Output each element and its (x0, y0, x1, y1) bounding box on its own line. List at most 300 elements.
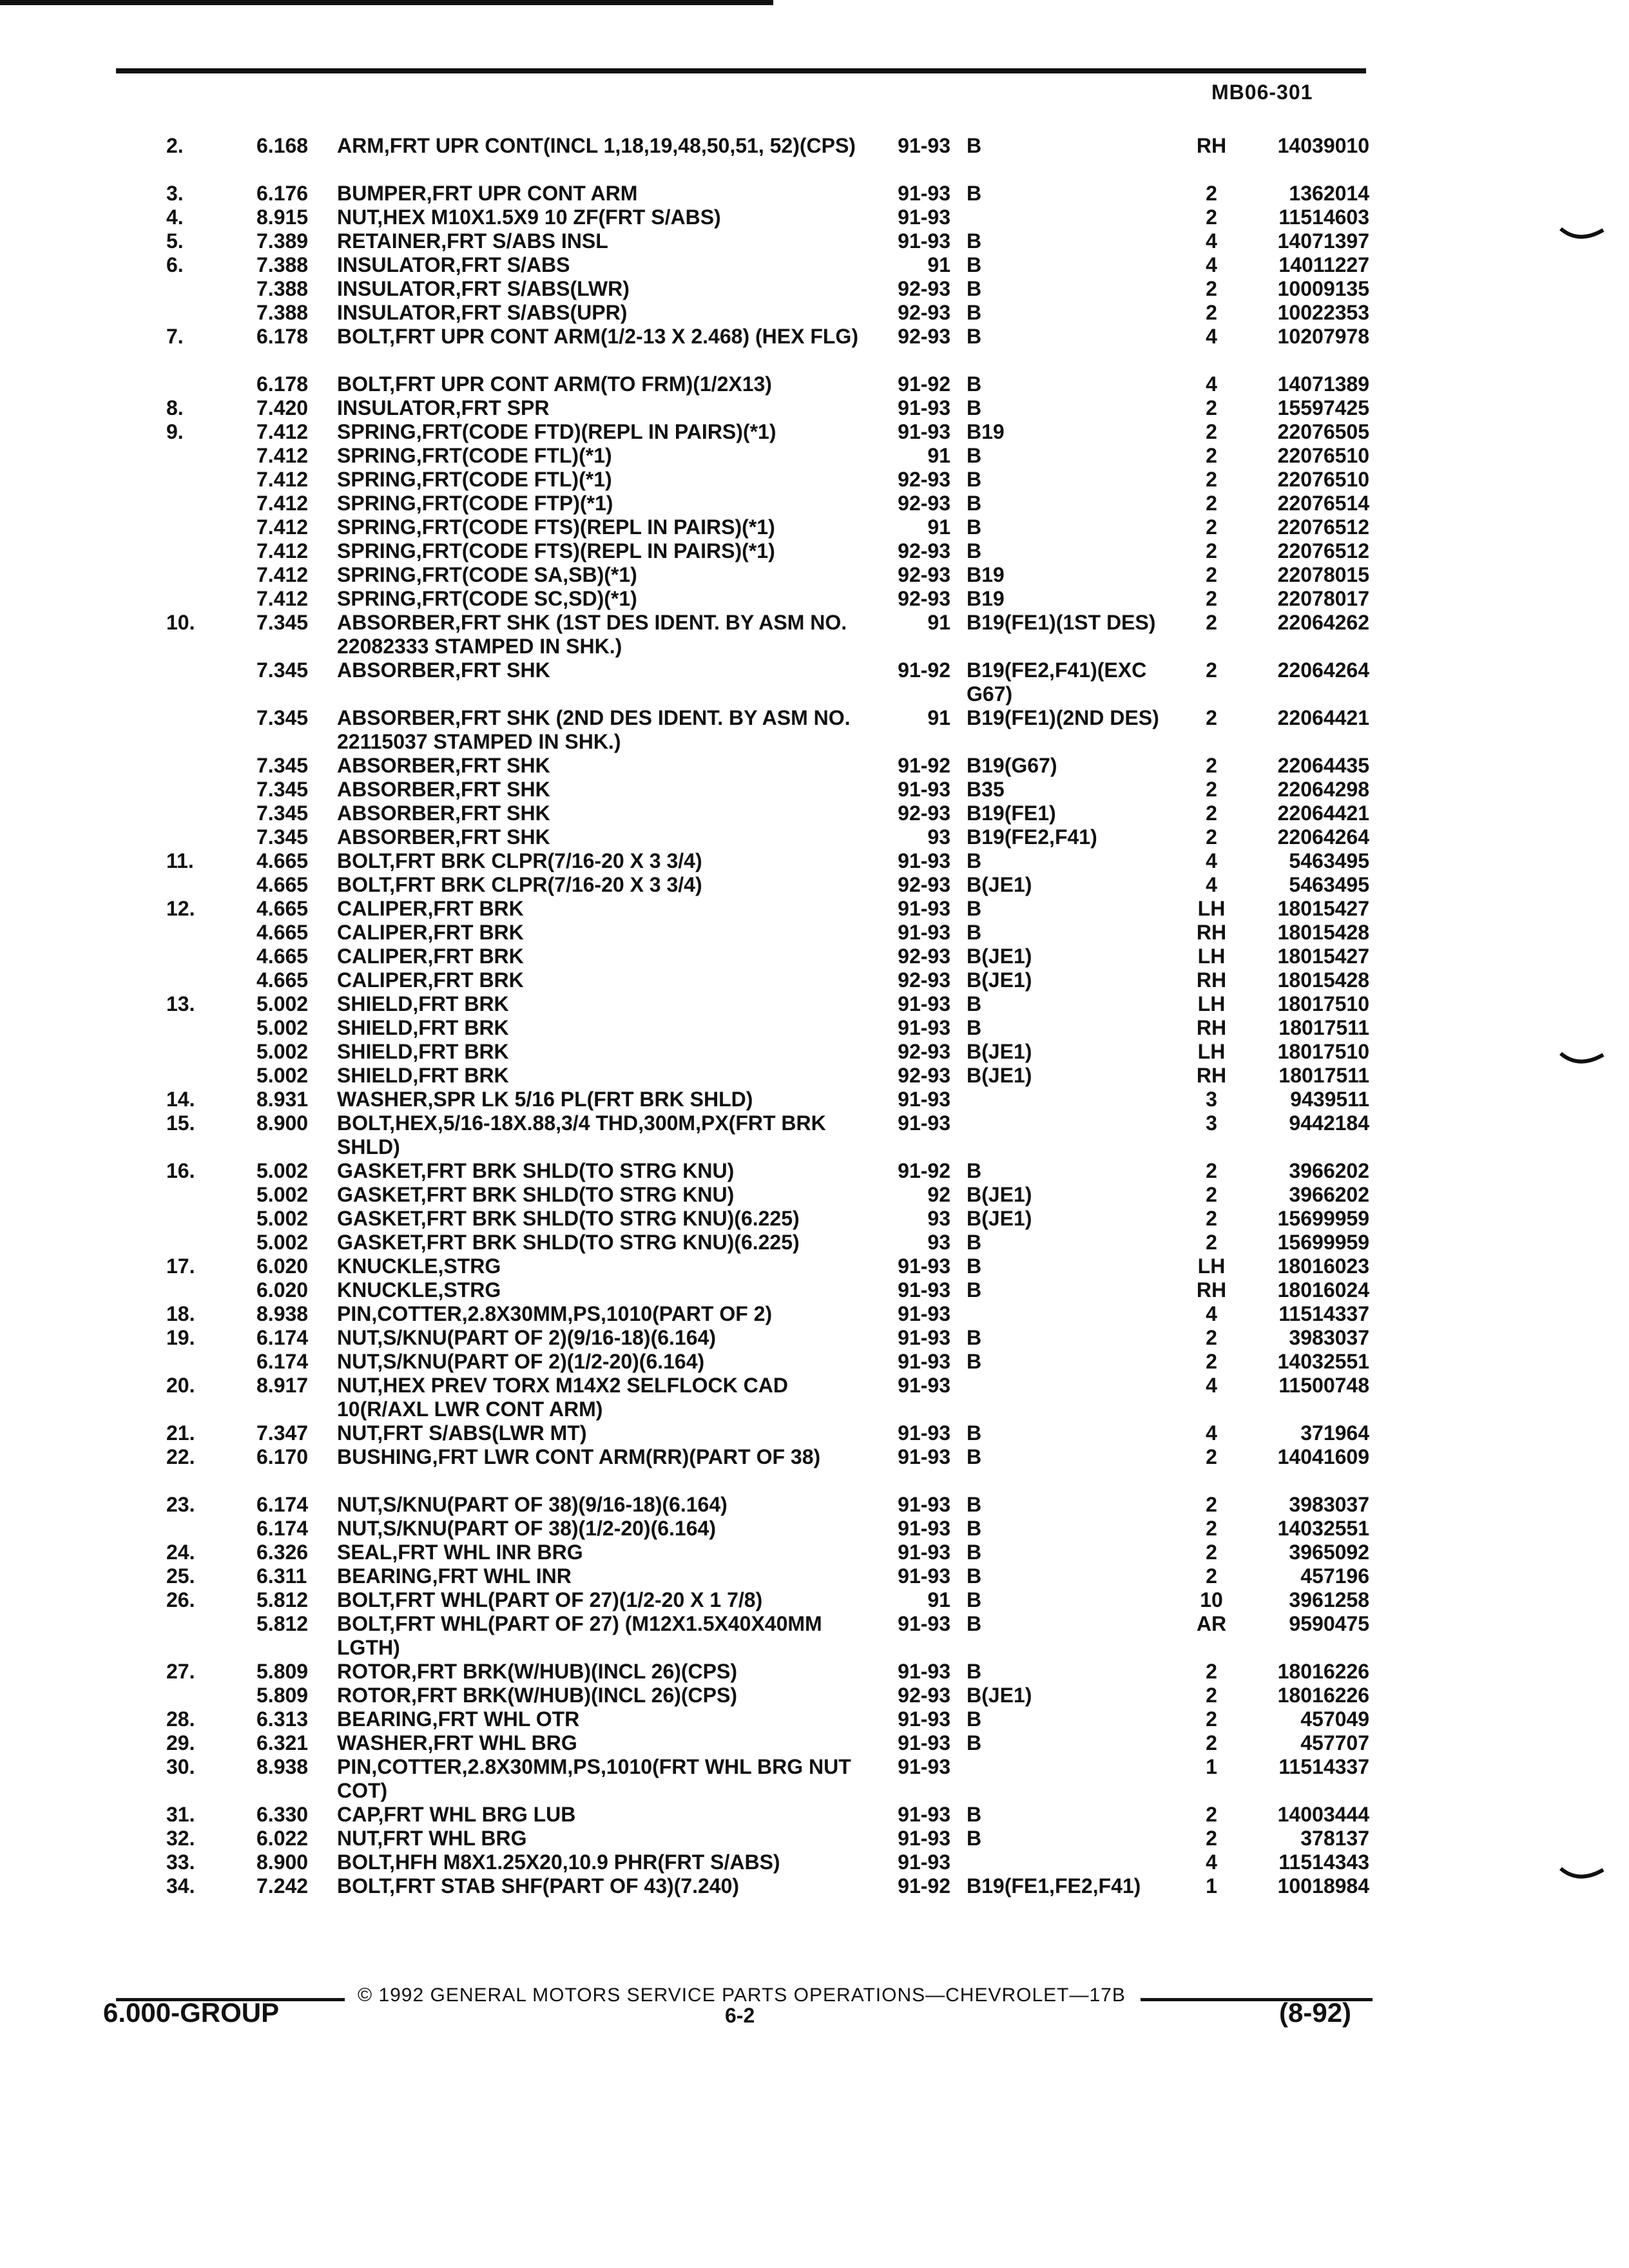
parts-row (0, 1159, 1629, 1183)
usage-code: B (967, 1803, 982, 1826)
parts-row (0, 1207, 1629, 1231)
illustration-number: 23. (166, 1493, 195, 1516)
parts-row (0, 611, 1629, 658)
part-number: 457049 (1300, 1707, 1369, 1731)
part-description (337, 1612, 865, 1660)
quantity: 4 (1206, 1421, 1217, 1445)
part-description (337, 1111, 865, 1159)
group-number: 4.665 (256, 873, 309, 896)
quantity: 2 (1206, 658, 1217, 682)
quantity: 2 (1206, 1517, 1217, 1540)
parts-row (0, 658, 1629, 706)
quantity: LH (1197, 1040, 1226, 1063)
usage-code: B (967, 1660, 982, 1683)
quantity: LH (1197, 945, 1226, 968)
usage-code: B(JE1) (967, 1207, 1032, 1230)
quantity: 10 (1200, 1588, 1223, 1611)
quantity: 1 (1206, 1755, 1217, 1778)
page-code: MB06-301 (1211, 81, 1313, 104)
group-number: 6.311 (256, 1564, 307, 1588)
usage-code: B19(G67) (967, 754, 1057, 777)
group-number: 7.388 (256, 253, 309, 276)
group-number: 7.345 (256, 611, 309, 634)
quantity: 2 (1206, 1183, 1217, 1206)
illustration-number: 25. (166, 1564, 195, 1588)
quantity: 4 (1206, 873, 1217, 896)
usage-code: B19(FE1)(1ST DES) (967, 611, 1156, 634)
group-number: 4.665 (256, 849, 309, 872)
part-description (337, 325, 865, 349)
part-description (337, 658, 865, 682)
parts-row (0, 1564, 1629, 1588)
usage-code: B19(FE2,F41) (967, 825, 1097, 849)
parts-row (0, 515, 1629, 539)
part-number: 3961258 (1289, 1588, 1369, 1611)
part-number: 9439511 (1290, 1088, 1369, 1111)
parts-row (0, 1755, 1629, 1803)
parts-row (0, 1588, 1629, 1612)
usage-code: B (967, 468, 982, 491)
part-number: 15597425 (1277, 396, 1369, 419)
usage-code: B19(FE2,F41)(EXC G67) (967, 658, 1147, 706)
group-number: 6.174 (256, 1350, 309, 1373)
part-name: BOLT (337, 325, 390, 348)
part-name: BEARING (337, 1564, 432, 1588)
illustration-number: 5. (166, 229, 184, 253)
model-years: 92-93 (898, 945, 950, 968)
group-number: 4.665 (256, 921, 309, 944)
part-number: 14003444 (1277, 1803, 1369, 1826)
part-description (337, 1016, 865, 1040)
parts-row (0, 444, 1629, 468)
usage-code: B (967, 444, 982, 467)
part-number: 18017510 (1277, 992, 1369, 1015)
model-years: 91-93 (898, 1350, 950, 1373)
part-number: 18015427 (1277, 897, 1369, 920)
part-description (337, 1564, 865, 1588)
model-years: 92-93 (898, 968, 950, 992)
part-name: SPRING (337, 444, 416, 467)
group-number: 6.313 (256, 1707, 309, 1731)
usage-code: B (967, 515, 982, 539)
usage-code: B(JE1) (967, 945, 1032, 968)
group-number: 6.178 (256, 325, 309, 348)
quantity: 2 (1206, 1159, 1217, 1182)
part-number: 18017511 (1278, 1016, 1369, 1039)
group-number: 5.002 (256, 1040, 309, 1063)
usage-code: B (967, 182, 982, 205)
part-detail: ,FRT WHL OTR (432, 1707, 580, 1731)
group-number: 6.176 (256, 182, 309, 205)
quantity: 2 (1206, 396, 1217, 419)
part-detail: ,FRT UPR CONT(INCL 1,18,19,48,50,51, 52)(CPS) (383, 134, 856, 157)
group-number: 6.178 (256, 372, 309, 396)
parts-row (0, 1111, 1629, 1159)
part-detail: ,FRT(CODE FTL)(*1) (416, 444, 612, 467)
usage-code: B(JE1) (967, 1064, 1032, 1087)
part-description (337, 396, 865, 420)
group-number: 5.809 (256, 1684, 309, 1707)
part-detail: ,FRT BRK CLPR(7/16-20 X 3 3/4) (389, 849, 702, 872)
part-name: SPRING (337, 587, 416, 610)
part-description (337, 873, 865, 897)
part-detail: ,FRT SHK (455, 802, 550, 825)
parts-row (0, 396, 1629, 420)
part-description (337, 1040, 865, 1064)
usage-code: B19(FE1) (967, 802, 1056, 825)
group-number: 6.020 (256, 1278, 309, 1302)
quantity: 4 (1206, 1302, 1217, 1325)
part-description (337, 563, 865, 587)
model-years: 91-93 (898, 778, 950, 801)
parts-row (0, 1231, 1629, 1254)
group-number: 7.388 (256, 301, 309, 324)
part-number: 11500748 (1278, 1374, 1369, 1397)
group-number: 7.345 (256, 778, 309, 801)
part-description (337, 1159, 865, 1183)
parts-row (0, 706, 1629, 754)
model-years: 91-93 (898, 1660, 950, 1683)
part-name: SHIELD (337, 1064, 413, 1087)
group-number: 8.900 (256, 1850, 309, 1874)
part-detail: ,HEX PREV TORX M14X2 SELFLOCK CAD 10(R/AXL LWR CONT ARM) (337, 1374, 788, 1421)
model-years: 91-93 (898, 206, 950, 229)
model-years: 91 (927, 253, 950, 276)
quantity: RH (1196, 1064, 1227, 1087)
group-number: 7.412 (256, 563, 309, 586)
part-name: ABSORBER (337, 802, 456, 825)
part-number: 3983037 (1289, 1493, 1369, 1516)
part-detail: ,FRT UPR CONT ARM(1/2-13 X 2.468) (HEX FLG) (389, 325, 858, 348)
part-description (337, 1183, 865, 1207)
quantity: 2 (1206, 1803, 1217, 1826)
part-description (337, 1803, 865, 1827)
model-years: 92-93 (898, 1064, 950, 1087)
part-name: INSULATOR (337, 277, 456, 300)
parts-row (0, 802, 1629, 825)
group-number: 7.412 (256, 468, 309, 491)
group-number: 7.345 (256, 802, 309, 825)
usage-code: B (967, 277, 982, 300)
quantity: 2 (1206, 492, 1217, 515)
part-name: GASKET (337, 1183, 421, 1206)
model-years: 91-93 (898, 1326, 950, 1349)
illustration-number: 12. (166, 897, 195, 920)
usage-code: B (967, 1326, 982, 1349)
part-number: 14071389 (1277, 372, 1369, 396)
group-number: 5.002 (256, 992, 309, 1015)
part-number: 22078015 (1277, 563, 1369, 586)
part-description (337, 253, 865, 277)
group-number: 7.412 (256, 587, 309, 610)
model-years: 92-93 (898, 802, 950, 825)
part-description (337, 539, 865, 563)
part-name: ABSORBER (337, 825, 456, 849)
group-number: 5.002 (256, 1231, 309, 1254)
part-number: 3965092 (1289, 1541, 1369, 1564)
part-number: 10207978 (1277, 325, 1369, 348)
usage-code: B (967, 1517, 982, 1540)
part-description (337, 420, 865, 444)
model-years: 93 (927, 1207, 950, 1230)
part-number: 11514337 (1278, 1755, 1369, 1778)
part-description (337, 992, 865, 1016)
part-description (337, 444, 865, 468)
parts-row (0, 134, 1629, 182)
part-detail: ,S/KNU(PART OF 38)(9/16-18)(6.164) (377, 1493, 728, 1516)
usage-code: B19(FE1,FE2,F41) (967, 1874, 1141, 1898)
group-number: 4.665 (256, 945, 309, 968)
part-detail: ,FRT STAB SHF(PART OF 43)(7.240) (389, 1874, 740, 1898)
part-number: 22064264 (1277, 825, 1369, 849)
illustration-number: 18. (166, 1302, 195, 1325)
parts-row (0, 277, 1629, 301)
part-name: WASHER (337, 1731, 428, 1754)
part-description (337, 1254, 865, 1278)
parts-row (0, 492, 1629, 515)
part-description (337, 921, 865, 945)
part-name: GASKET (337, 1207, 421, 1230)
parts-row (0, 1612, 1629, 1660)
part-description (337, 229, 865, 253)
part-name: RETAINER (337, 229, 441, 253)
part-description (337, 1588, 865, 1612)
group-number: 7.412 (256, 492, 309, 515)
model-years: 92-93 (898, 873, 950, 896)
parts-row (0, 1850, 1629, 1874)
quantity: 2 (1206, 444, 1217, 467)
quantity: 2 (1206, 539, 1217, 562)
usage-code: B (967, 1278, 982, 1302)
part-name: ROTOR (337, 1660, 411, 1683)
usage-code: B (967, 1541, 982, 1564)
part-detail: ,HFH M8X1.25X20,10.9 PHR(FRT S/ABS) (389, 1850, 780, 1874)
part-name: NUT (337, 1374, 378, 1397)
parts-row (0, 1707, 1629, 1731)
part-number: 11514603 (1278, 206, 1369, 229)
part-number: 18015428 (1277, 921, 1369, 944)
group-number: 4.665 (256, 968, 309, 992)
quantity: 4 (1206, 253, 1217, 276)
part-detail: ,FRT SHK (455, 754, 550, 777)
usage-code: B (967, 1493, 982, 1516)
parts-row (0, 897, 1629, 921)
quantity: 4 (1206, 1850, 1217, 1874)
parts-row (0, 325, 1629, 372)
part-number: 11514337 (1278, 1302, 1369, 1325)
quantity: 3 (1206, 1088, 1217, 1111)
parts-row (0, 992, 1629, 1016)
header-rule (116, 68, 1366, 73)
illustration-number: 10. (166, 611, 195, 634)
group-number: 6.170 (256, 1445, 309, 1468)
part-name: NUT (337, 1517, 378, 1540)
parts-row (0, 229, 1629, 253)
part-description (337, 1684, 865, 1707)
part-detail: ,FRT S/ABS(UPR) (455, 301, 628, 324)
part-detail: ,S/KNU(PART OF 38)(1/2-20)(6.164) (377, 1517, 716, 1540)
parts-row (0, 1302, 1629, 1326)
quantity: LH (1197, 992, 1226, 1015)
margin-mark-icon (1559, 1047, 1605, 1073)
part-name: BOLT (337, 372, 390, 396)
model-years: 91-93 (898, 1707, 950, 1731)
model-years: 91-93 (898, 1302, 950, 1325)
part-detail: ,HEX,5/16-18X.88,3/4 THD,300M,PX(FRT BRK SHLD) (337, 1111, 826, 1158)
group-number: 6.168 (256, 134, 309, 157)
part-description (337, 277, 865, 301)
part-number: 14039010 (1277, 134, 1369, 157)
quantity: RH (1196, 921, 1227, 944)
part-detail: ,FRT SHK (455, 778, 550, 801)
usage-code: B (967, 1731, 982, 1754)
part-description (337, 1088, 865, 1111)
part-description (337, 301, 865, 325)
group-number: 7.388 (256, 277, 309, 300)
part-description (337, 492, 865, 515)
parts-row (0, 182, 1629, 206)
illustration-number: 14. (166, 1088, 195, 1111)
usage-code: B19(FE1)(2ND DES) (967, 706, 1159, 729)
quantity: 2 (1206, 468, 1217, 491)
part-detail: ,FRT(CODE FTD)(REPL IN PAIRS)(*1) (416, 420, 776, 443)
part-description (337, 1707, 865, 1731)
page-number: 6-2 (725, 2004, 755, 2027)
quantity: 2 (1206, 1707, 1217, 1731)
quantity: 2 (1206, 1207, 1217, 1230)
parts-row (0, 1493, 1629, 1517)
quantity: 2 (1206, 1660, 1217, 1683)
part-number: 18016226 (1277, 1684, 1369, 1707)
part-name: WASHER (337, 1088, 428, 1111)
model-years: 91-93 (898, 1755, 950, 1778)
parts-row (0, 1731, 1629, 1755)
illustration-number: 27. (166, 1660, 195, 1683)
group-number: 6.020 (256, 1254, 309, 1278)
illustration-number: 34. (166, 1874, 195, 1898)
part-detail: ,FRT S/ABS INSL (441, 229, 608, 253)
part-number: 14032551 (1277, 1350, 1369, 1373)
usage-code: B (967, 1707, 982, 1731)
usage-code: B (967, 1588, 982, 1611)
parts-row (0, 206, 1629, 229)
part-name: SEAL (337, 1541, 392, 1564)
parts-row (0, 420, 1629, 444)
group-number: 7.412 (256, 539, 309, 562)
part-name: NUT (337, 1350, 378, 1373)
quantity: 2 (1206, 1827, 1217, 1850)
usage-code: B19 (967, 563, 1005, 586)
usage-code: B (967, 134, 982, 157)
part-detail: ,FRT BRK (427, 921, 524, 944)
part-name: BUSHING (337, 1445, 432, 1468)
part-description (337, 754, 865, 778)
part-detail: ,FRT WHL INR BRG (392, 1541, 583, 1564)
model-years: 91-93 (898, 1016, 950, 1039)
quantity: 4 (1206, 372, 1217, 396)
model-years: 91-93 (898, 1088, 950, 1111)
model-years: 91-93 (898, 1564, 950, 1588)
parts-row (0, 1803, 1629, 1827)
group-number: 7.389 (256, 229, 309, 253)
parts-row (0, 1827, 1629, 1850)
part-number: 10022353 (1277, 301, 1369, 324)
parts-row (0, 1326, 1629, 1350)
parts-list (0, 134, 1629, 1898)
model-years: 92-93 (898, 1040, 950, 1063)
part-number: 22078017 (1277, 587, 1369, 610)
model-years: 92-93 (898, 277, 950, 300)
part-number: 14011227 (1278, 253, 1369, 276)
model-years: 91-93 (898, 182, 950, 205)
quantity: LH (1197, 897, 1226, 920)
part-number: 378137 (1300, 1827, 1369, 1850)
model-years: 91-93 (898, 1421, 950, 1445)
part-number: 457707 (1300, 1731, 1369, 1754)
quantity: 2 (1206, 587, 1217, 610)
parts-row (0, 1183, 1629, 1207)
quantity: RH (1196, 1278, 1227, 1302)
part-name: CALIPER (337, 921, 428, 944)
part-name: NUT (337, 1493, 378, 1516)
usage-code: B (967, 1612, 982, 1635)
part-number: 10018984 (1277, 1874, 1369, 1898)
group-number: 7.345 (256, 706, 309, 729)
usage-code: B (967, 849, 982, 872)
usage-code: B (967, 1421, 982, 1445)
quantity: 1 (1206, 1874, 1217, 1898)
model-years: 92 (927, 1183, 950, 1206)
part-description (337, 134, 865, 158)
part-description (337, 1755, 865, 1803)
part-name: GASKET (337, 1159, 421, 1182)
part-name: NUT (337, 206, 378, 229)
quantity: 2 (1206, 825, 1217, 849)
usage-code: B35 (967, 778, 1005, 801)
quantity: 2 (1206, 301, 1217, 324)
model-years: 91-93 (898, 420, 950, 443)
model-years: 91-93 (898, 921, 950, 944)
usage-code: B (967, 897, 982, 920)
model-years: 91-93 (898, 992, 950, 1015)
part-description (337, 372, 865, 396)
part-name: BOLT (337, 1850, 390, 1874)
part-detail: ,FRT SHK (1ST DES IDENT. BY ASM NO. 22082333 STAMPED IN SHK.) (337, 611, 847, 658)
part-name: CALIPER (337, 897, 428, 920)
top-rule (0, 0, 773, 5)
model-years: 91-93 (898, 1731, 950, 1754)
part-number: 18016023 (1277, 1254, 1369, 1278)
illustration-number: 17. (166, 1254, 195, 1278)
part-detail: ,FRT BRK SHLD(TO STRG KNU) (420, 1183, 735, 1206)
quantity: 2 (1206, 515, 1217, 539)
illustration-number: 31. (166, 1803, 195, 1826)
part-number: 18015428 (1277, 968, 1369, 992)
illustration-number: 6. (166, 253, 184, 276)
part-detail: ,S/KNU(PART OF 2)(1/2-20)(6.164) (377, 1350, 705, 1373)
quantity: 2 (1206, 754, 1217, 777)
part-name: CAP (337, 1803, 378, 1826)
part-name: ABSORBER (337, 658, 456, 682)
part-name: INSULATOR (337, 253, 456, 276)
illustration-number: 15. (166, 1111, 195, 1135)
quantity: RH (1196, 134, 1227, 157)
group-label: 6.000-GROUP (103, 1997, 280, 2028)
parts-row (0, 825, 1629, 849)
model-years: 92-93 (898, 301, 950, 324)
part-detail: ,FRT(CODE FTL)(*1) (416, 468, 612, 491)
group-number: 4.665 (256, 897, 309, 920)
